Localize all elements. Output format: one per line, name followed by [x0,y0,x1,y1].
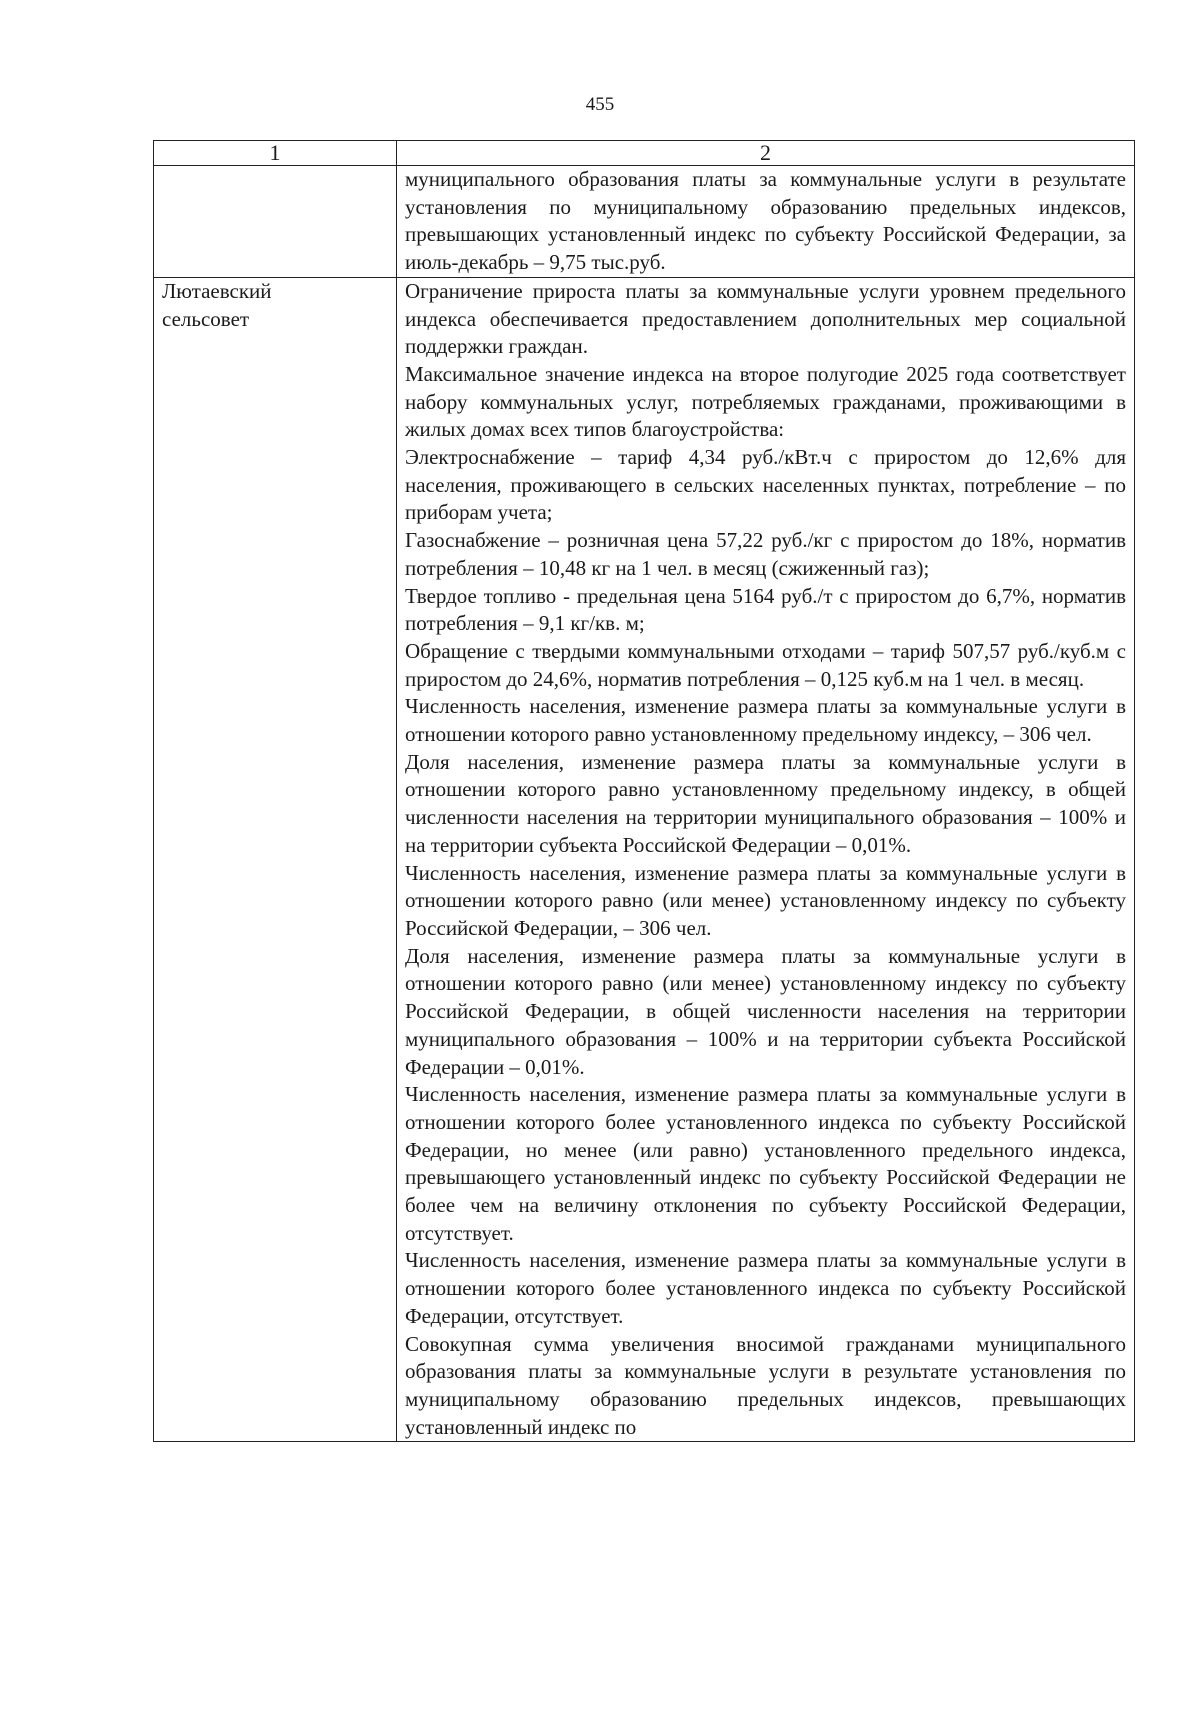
page-number: 455 [585,94,615,115]
description-cell [397,277,1135,1442]
paragraph-solid-fuel: Твердое топливо - предельная цена 5164 руб./т с приростом до 6,7%, норматив потребления – 9,1 кг/кв. м; [405,583,1126,636]
continuation-paragraph: муниципального образования платы за коммунальные услуги в результате установления по муниципальному образованию предельных индексов, превышающих установленный индекс по субъекту Российской Федерации, за июль-декабрь – 9,75 тыс.руб. [405,167,1126,275]
paragraph-electricity: Электроснабжение – тариф 4,34 руб./кВт.ч с приростом до 12,6% для населения, проживающего в сельских населенных пунктах, потребление – по приборам учета; [405,445,1126,525]
continuation-text-cell [397,166,1135,278]
column-header-1: 1 [154,141,397,166]
paragraph-population-above: Численность населения, изменение размера платы за коммунальные услуги в отношении которого более установленного индекса по субъекту Российской Федерации, отсутствует. [405,1248,1126,1328]
municipality-cell [154,277,397,1442]
table-row-continuation [154,166,1135,278]
paragraph-share-equal-limit: Доля населения, изменение размера платы за коммунальные услуги в отношении которого равно установленному предельному индексу, в общей численности населения на территории муниципального образования – 100% и на территории субъекта Российской Федерации – 0,01%. [405,749,1126,857]
paragraph-limit: Ограничение прироста платы за коммунальные услуги уровнем предельного индекса обеспечивается предоставлением дополнительных мер социальной поддержки граждан. [405,278,1126,359]
table-header-row [154,141,1135,166]
paragraph-share-equal-subject: Доля населения, изменение размера платы за коммунальные услуги в отношении которого равно (или менее) установленному индексу по субъекту Российской Федерации, в общей численности населения на территории муниципального образования – 100% и на территории субъекта Российской Федерации – 0,01%. [405,943,1126,1079]
paragraph-population-between: Численность населения, изменение размера платы за коммунальные услуги в отношении которого более установленного индекса по субъекту Российской Федерации, но менее (или равно) установленного предельного индекса, превышающего установленный индекс по субъекту Российской Федерации не более чем на величину отклонения по субъекту Российской Федерации, отсутствует. [405,1082,1126,1245]
column-header-2: 2 [397,141,1135,166]
paragraph-gas: Газоснабжение – розничная цена 57,22 руб./кг с приростом до 18%, норматив потребления – 10,48 кг на 1 чел. в месяц (сжиженный газ); [405,528,1126,580]
table-row-lyutaevsky [154,277,1135,1442]
paragraph-max-index: Максимальное значение индекса на второе полугодие 2025 года соответствует набору коммунальных услуг, потребляемых гражданами, проживающими в жилых домах всех типов благоустройства: [405,361,1126,442]
municipality-name: Лютаевский сельсовет [162,278,272,331]
continuation-name-cell [154,166,397,278]
paragraph-waste: Обращение с твердыми коммунальными отходами – тариф 507,57 руб./куб.м с приростом до 24,6%, норматив потребления – 0,125 куб.м на 1 чел. в месяц. [405,638,1126,691]
paragraph-total-sum: Совокупная сумма увеличения вносимой гражданами муниципального образования платы за коммунальные услуги в результате установления по муниципальному образованию предельных индексов, превышающих установленный индекс по [405,1331,1126,1439]
paragraph-population-equal-subject: Численность населения, изменение размера платы за коммунальные услуги в отношении которого равно (или менее) установленному индексу по субъекту Российской Федерации, – 306 чел. [405,860,1126,940]
document-table [153,140,1135,1442]
paragraph-population-equal-limit: Численность населения, изменение размера платы за коммунальные услуги в отношении которого равно установленному предельному индексу, – 306 чел. [405,694,1126,747]
